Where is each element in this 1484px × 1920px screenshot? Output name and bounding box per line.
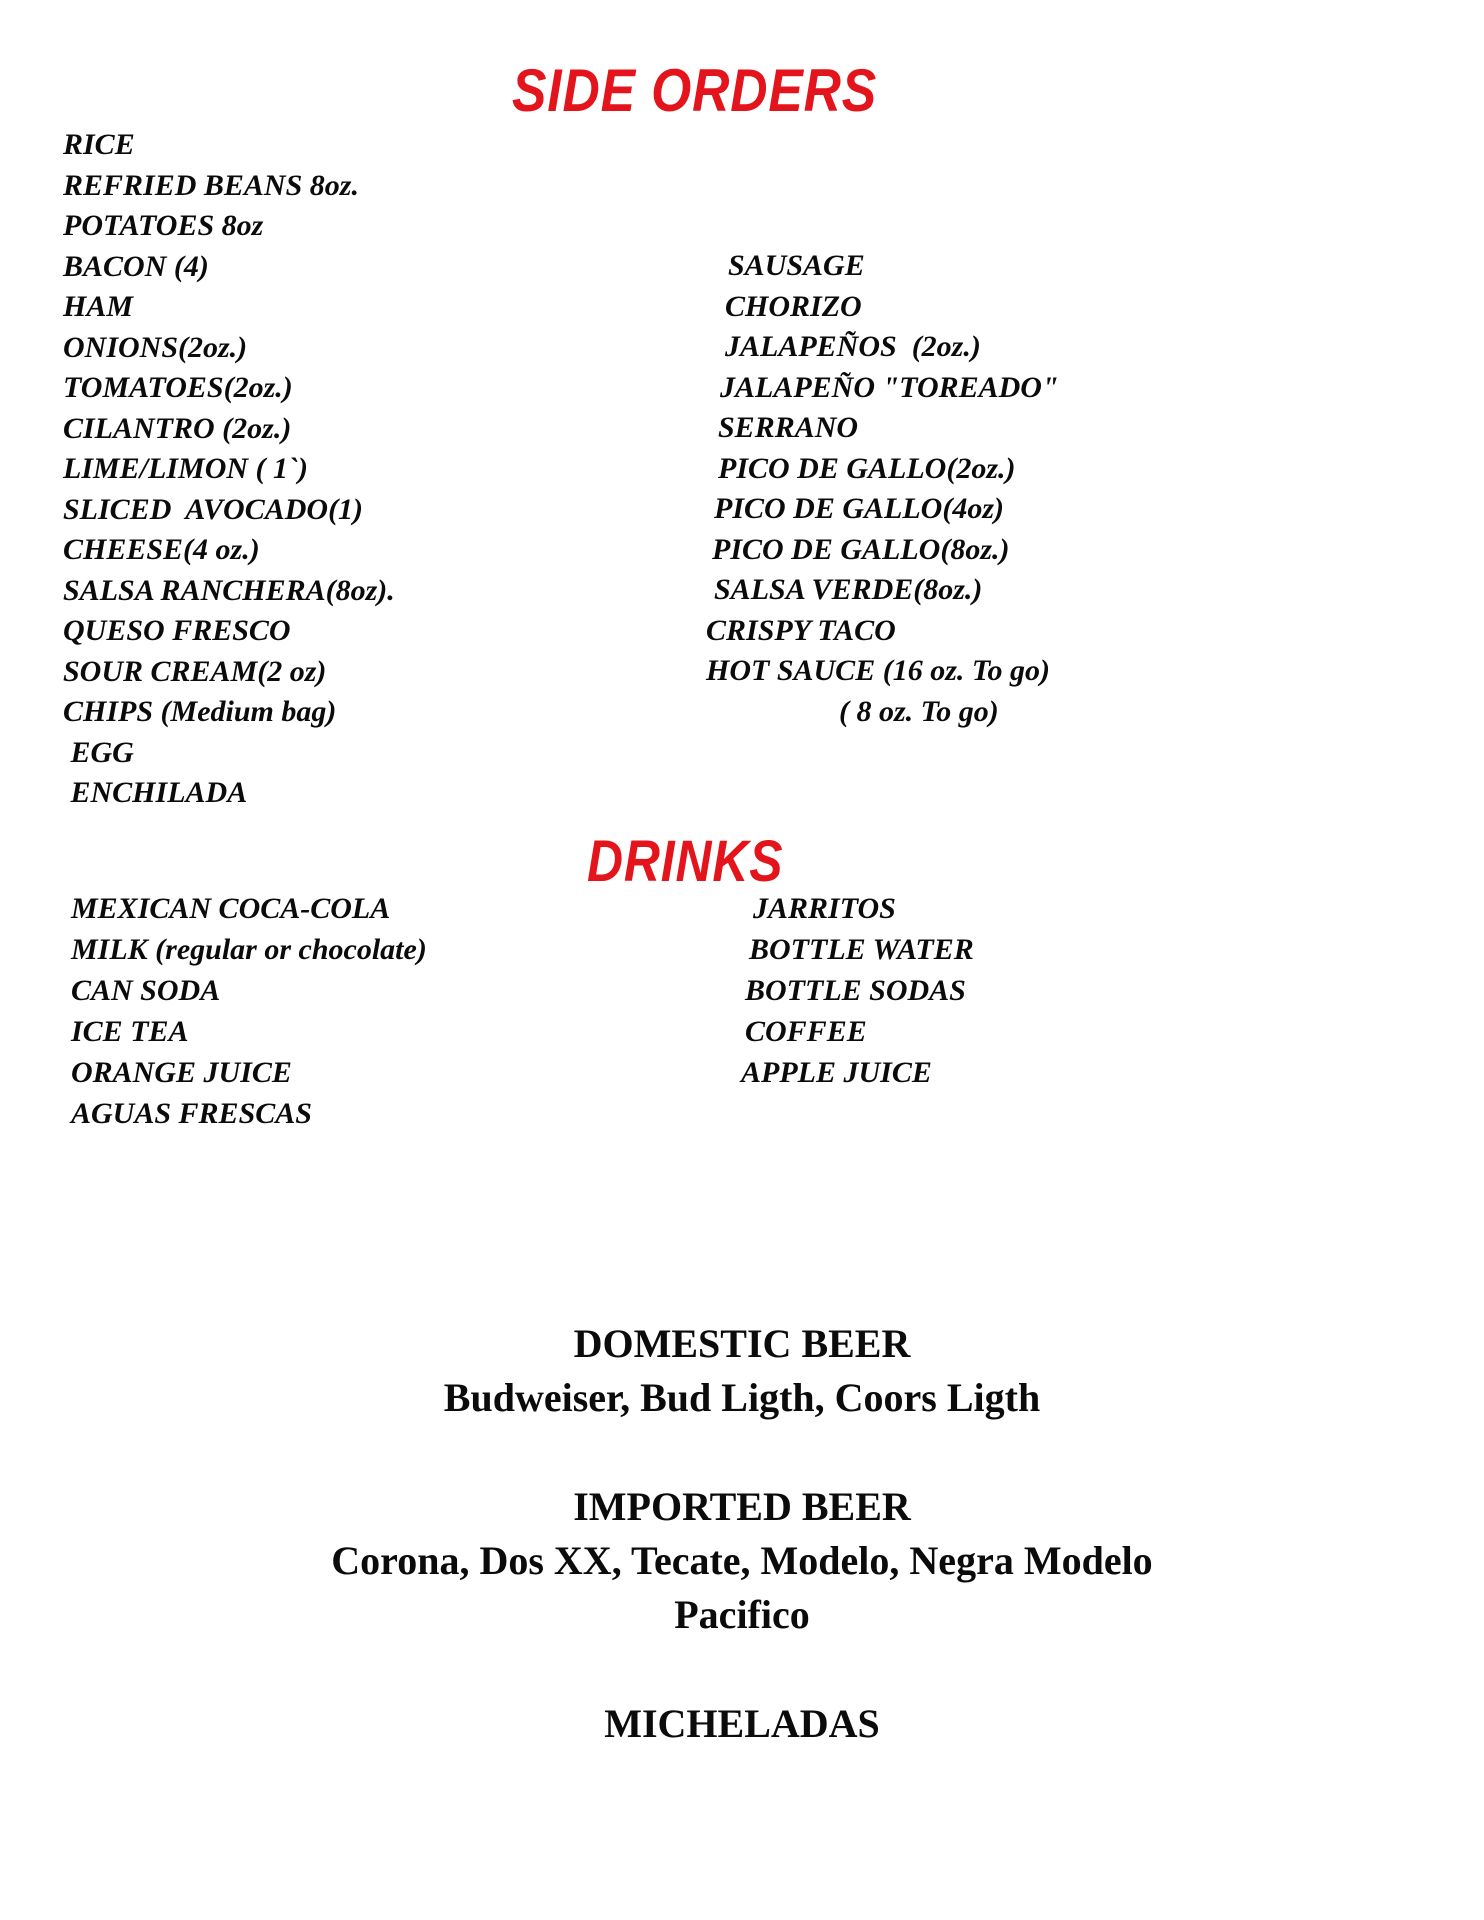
side-order-item: CHORIZO — [725, 289, 862, 323]
drink-item: JARRITOS — [753, 892, 896, 925]
side-order-item: REFRIED BEANS 8oz. — [63, 168, 359, 202]
micheladas-section — [0, 1697, 1484, 1751]
side-order-item: SALSA VERDE(8oz.) — [714, 573, 983, 606]
imported-beer-title: IMPORTED BEER — [573, 1484, 911, 1529]
drink-item: ORANGE JUICE — [71, 1056, 292, 1089]
drinks-title: DRINKS — [587, 829, 784, 894]
side-order-item: SERRANO — [718, 411, 859, 444]
side-order-item: PICO DE GALLO(8oz.) — [712, 532, 1010, 566]
side-order-item: JALAPEÑOS (2oz.) — [725, 330, 981, 363]
side-order-item: SALSA RANCHERA(8oz). — [63, 573, 395, 607]
drink-item: ICE TEA — [71, 1015, 189, 1048]
side-order-item: SOUR CREAM(2 oz) — [63, 654, 327, 688]
drink-item: AGUAS FRESCAS — [71, 1097, 312, 1130]
side-order-item: CHEESE(4 oz.) — [63, 533, 260, 566]
side-order-item: LIME/LIMON ( 1`) — [63, 452, 308, 485]
side-order-item: SAUSAGE — [728, 249, 865, 282]
domestic-beer-section — [0, 1317, 1484, 1425]
side-order-item: PICO DE GALLO(2oz.) — [718, 451, 1016, 485]
drink-item: MEXICAN COCA-COLA — [71, 892, 391, 925]
drink-item: CAN SODA — [71, 974, 221, 1007]
side-order-item: QUESO FRESCO — [63, 614, 291, 647]
drink-item: COFFEE — [745, 1015, 867, 1048]
side-order-item: SLICED AVOCADO(1) — [63, 492, 364, 526]
side-order-item: CRISPY TACO — [706, 613, 896, 647]
side-order-item: HAM — [63, 290, 134, 323]
domestic-beer-brands: Budweiser, Bud Ligth, Coors Ligth — [443, 1375, 1041, 1420]
side-order-item: HOT SAUCE (16 oz. To go) — [706, 654, 1050, 687]
side-orders-title: SIDE ORDERS — [512, 57, 878, 124]
side-order-item: RICE — [63, 128, 135, 161]
drinks-right-list — [0, 888, 974, 1093]
side-order-item: ENCHILADA — [63, 776, 248, 809]
side-order-item: TOMATOES(2oz.) — [63, 371, 293, 404]
side-order-item: PICO DE GALLO(4oz) — [714, 492, 1004, 525]
drink-item: APPLE JUICE — [741, 1056, 932, 1089]
micheladas-title: MICHELADAS — [604, 1701, 880, 1746]
side-order-item: CILANTRO (2oz.) — [63, 411, 292, 445]
domestic-beer-title: DOMESTIC BEER — [573, 1321, 911, 1366]
imported-beer-brands-line2: Pacifico — [674, 1592, 810, 1637]
side-order-item: EGG — [63, 735, 134, 769]
side-order-item: JALAPEÑO "TOREADO" — [720, 370, 1059, 404]
side-order-item: ONIONS(2oz.) — [63, 330, 248, 364]
side-order-item: BACON (4) — [63, 249, 209, 283]
side-order-item: ( 8 oz. To go) — [839, 694, 999, 728]
drink-item: BOTTLE SODAS — [745, 974, 966, 1007]
drink-item: BOTTLE WATER — [749, 933, 974, 966]
imported-beer-brands-line1: Corona, Dos XX, Tecate, Modelo, Negra Modelo — [331, 1538, 1153, 1583]
imported-beer-section — [0, 1480, 1484, 1642]
drink-item: MILK (regular or chocolate) — [71, 933, 427, 966]
side-order-item: POTATOES 8oz — [63, 209, 264, 242]
side-orders-right-list — [0, 246, 1059, 732]
side-order-item: CHIPS (Medium bag) — [63, 695, 337, 728]
